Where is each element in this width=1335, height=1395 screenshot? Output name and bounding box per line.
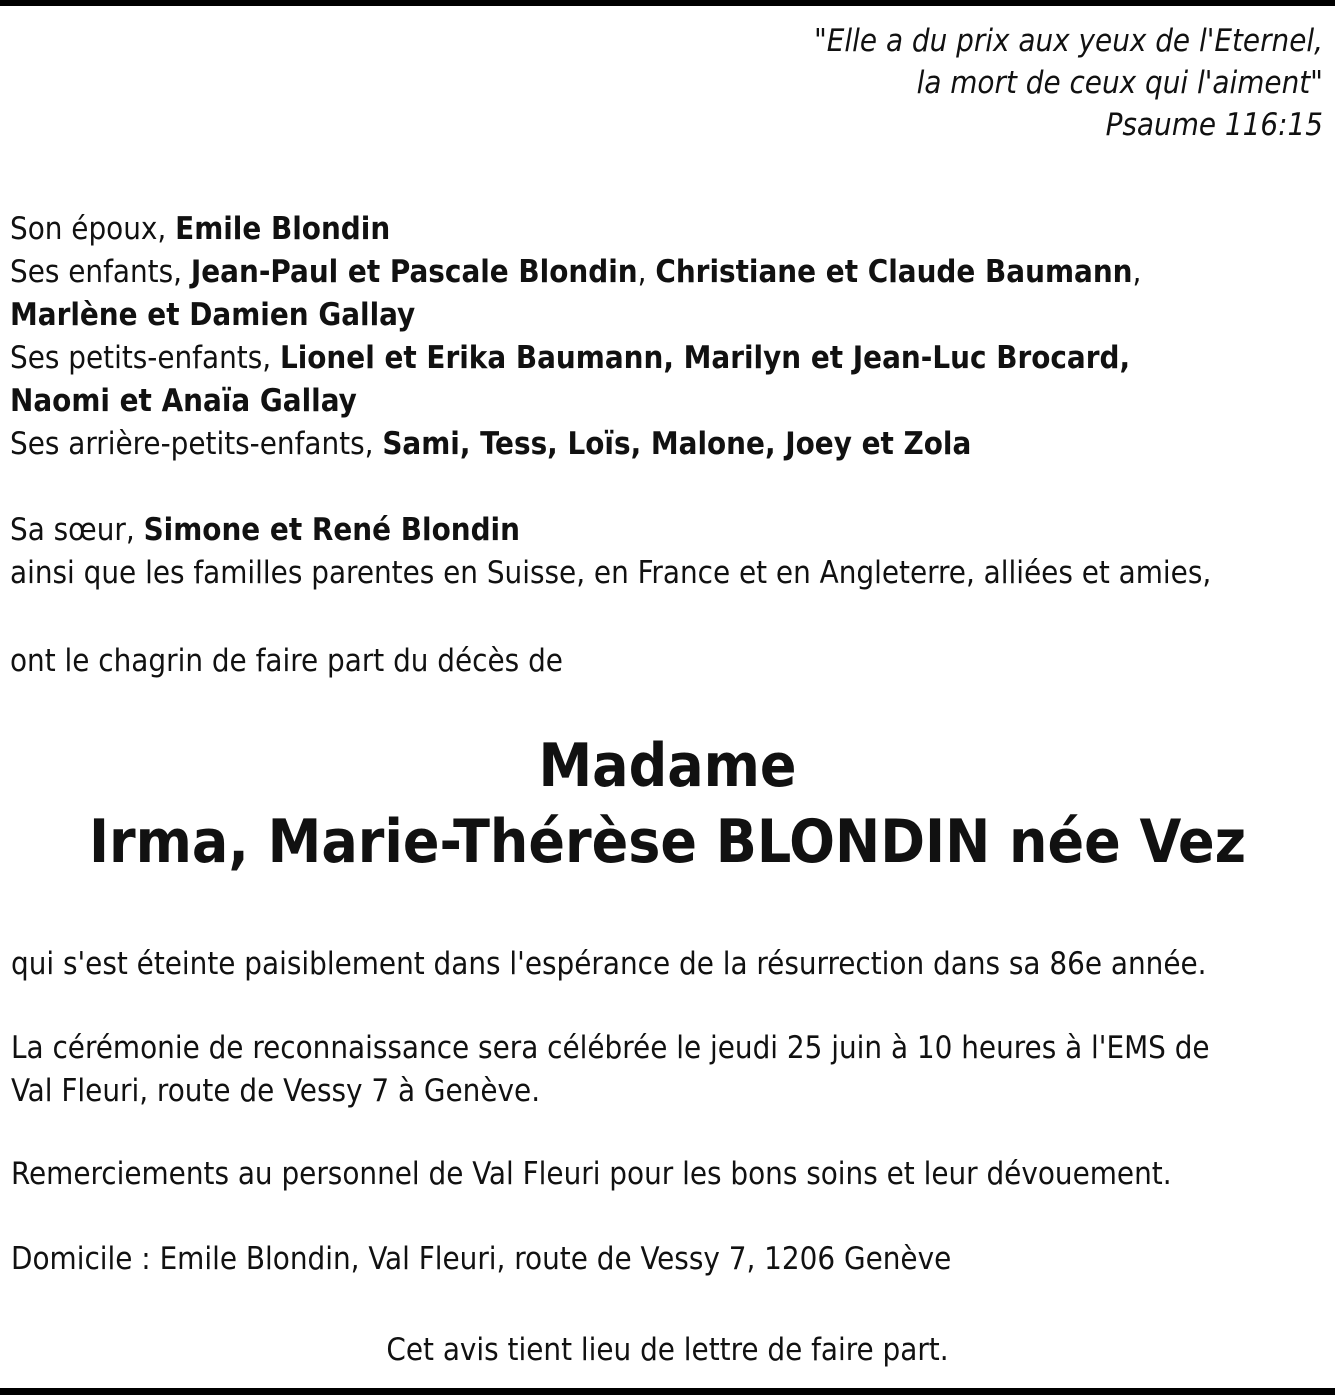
- epigraph-line-1: "Elle a du prix aux yeux de l'Eternel,: [813, 23, 1323, 59]
- sister-label: Sa sœur,: [10, 512, 144, 548]
- sister-block: [10, 509, 1211, 595]
- epigraph-quote: [814, 20, 1323, 146]
- children-separator-2: ,: [1132, 254, 1142, 290]
- grandchildren-names-1: Lionel et Erika Baumann, Marilyn et Jean-Luc Brocard,: [279, 340, 1131, 376]
- greatgrandchildren-line: [10, 423, 1141, 466]
- children-names-1: Jean-Paul et Pascale Blondin: [190, 254, 638, 290]
- death-text: qui s'est éteinte paisiblement dans l'espérance de la résurrection dans sa 86e année.: [11, 946, 1207, 982]
- greatgrandchildren-label: Ses arrière-petits-enfants,: [10, 426, 383, 462]
- spouse-names: Emile Blondin: [175, 211, 391, 247]
- domicile-text: Domicile : Emile Blondin, Val Fleuri, route de Vessy 7, 1206 Genève: [11, 1241, 952, 1277]
- spouse-label: Son époux,: [10, 211, 176, 247]
- deceased-name-block: [0, 728, 1335, 880]
- relatives-line: ainsi que les familles parentes en Suisse, en France et en Angleterre, alliées et amies,: [10, 555, 1212, 591]
- grandchildren-line: [10, 337, 1141, 380]
- children-names-3: Marlène et Damien Gallay: [10, 297, 416, 333]
- ceremony-line-1: La cérémonie de reconnaissance sera célébrée le jeudi 25 juin à 10 heures à l'EMS de: [11, 1030, 1210, 1066]
- family-list: [10, 208, 1141, 466]
- children-names-2: Christiane et Claude Baumann: [655, 254, 1133, 290]
- deceased-name: Irma, Marie-Thérèse BLONDIN née Vez: [88, 807, 1247, 877]
- spouse-line: [10, 208, 1141, 251]
- top-border-rule: [0, 0, 1335, 6]
- children-line: [10, 251, 1141, 294]
- children-label: Ses enfants,: [10, 254, 191, 290]
- children-line-2: [10, 294, 1141, 337]
- grandchildren-line-2: [10, 380, 1141, 423]
- sister-line: [10, 509, 1211, 552]
- grandchildren-label: Ses petits-enfants,: [10, 340, 280, 376]
- closing-text: Cet avis tient lieu de lettre de faire part.: [386, 1332, 949, 1368]
- announcement-line: ont le chagrin de faire part du décès de: [10, 643, 563, 679]
- ceremony-line-2: Val Fleuri, route de Vessy 7 à Genève.: [11, 1073, 541, 1109]
- greatgrandchildren-names: Sami, Tess, Loïs, Malone, Joey et Zola: [382, 426, 972, 462]
- epigraph-reference: Psaume 116:15: [1105, 107, 1323, 143]
- children-separator-1: ,: [637, 254, 656, 290]
- grandchildren-names-2: Naomi et Anaïa Gallay: [10, 383, 357, 419]
- sister-names: Simone et René Blondin: [143, 512, 520, 548]
- ceremony-text: [11, 1027, 1210, 1113]
- thanks-text: Remerciements au personnel de Val Fleuri pour les bons soins et leur dévouement.: [11, 1156, 1172, 1192]
- bottom-border-rule: [0, 1388, 1335, 1395]
- epigraph-line-2: la mort de ceux qui l'aiment": [916, 65, 1323, 101]
- deceased-title: Madame: [538, 731, 797, 801]
